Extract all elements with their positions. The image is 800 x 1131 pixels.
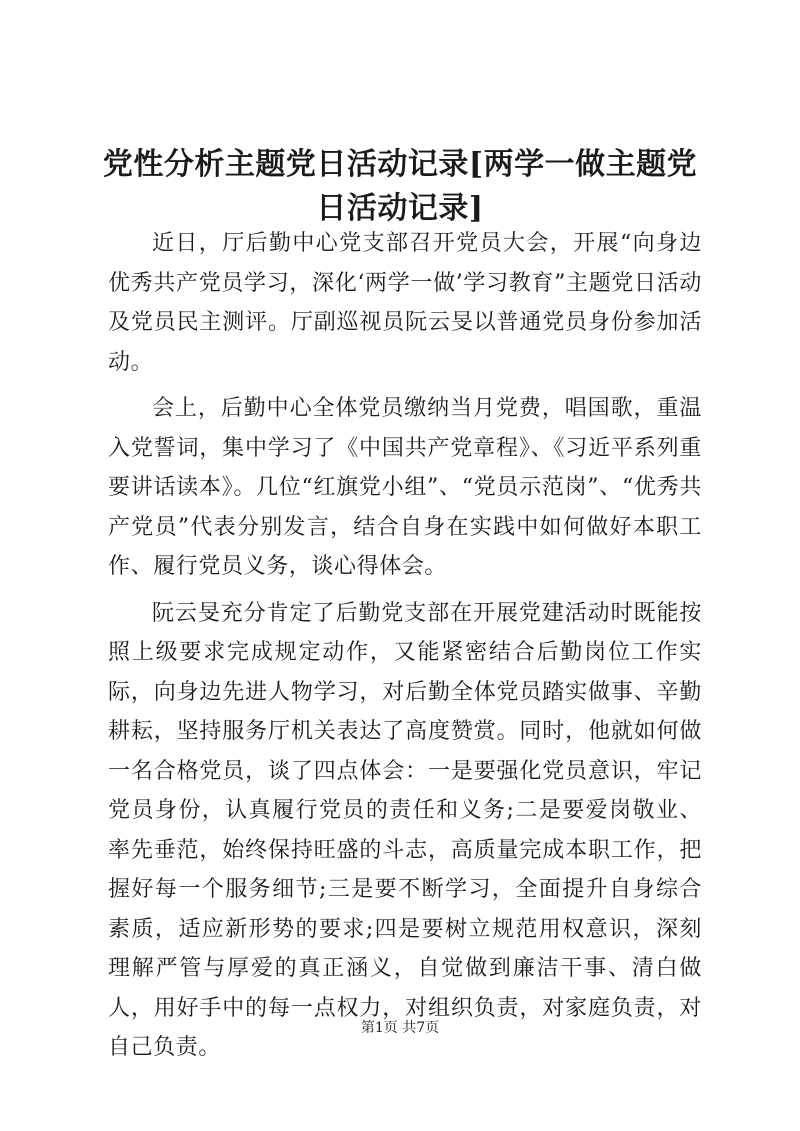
paragraph-2: 会上，后勤中心全体党员缴纳当月党费，唱国歌，重温入党誓词，集中学习了《中国共产党章程》、《习近平系列重要讲话读本》。几位“红旗党小组”、“党员示范岗”、“优秀共产党员”代表分别发言，结合自身在实践中如何做好本职工作、履行党员义务，谈心得体会。 — [108, 396, 702, 579]
paragraph-3: 阮云旻充分肯定了后勤党支部在开展党建活动时既能按照上级要求完成规定动作，又能紧密结合后勤岗位工作实际，向身边先进人物学习，对后勤全体党员踏实做事、辛勤耕耘，坚持服务厅机关表达了高度赞赏。同时，他就如何做一名合格党员，谈了四点体会：一是要强化党员意识，牢记党员身份，认真履行党员的责任和义务;二是要爱岗敬业、率先垂范，始终保持旺盛的斗志，高质量完成本职工作，把握好每一个服务细节;三是要不断学习，全面提升自身综合素质，适应新形势的要求;四是要树立规范用权意识，深刻理解严管与厚爱的真正涵义，自觉做到廉洁干事、清白做人，用好手中的每一点权力，对组织负责，对家庭负责，对自己负责。 — [108, 600, 702, 1060]
document-title: 党性分析主题党日活动记录[两学一做主题党日活动记录] — [102, 147, 698, 226]
page-number-footer: 第1页 共7页 — [360, 1020, 440, 1036]
paragraph-1: 近日，厅后勤中心党支部召开党员大会，开展“向身边优秀共产党员学习，深化‘两学一做’学习教育”主题党日活动及党员民主测评。厅副巡视员阮云旻以普通党员身份参加活动。 — [108, 231, 702, 375]
document-body — [108, 224, 702, 1075]
